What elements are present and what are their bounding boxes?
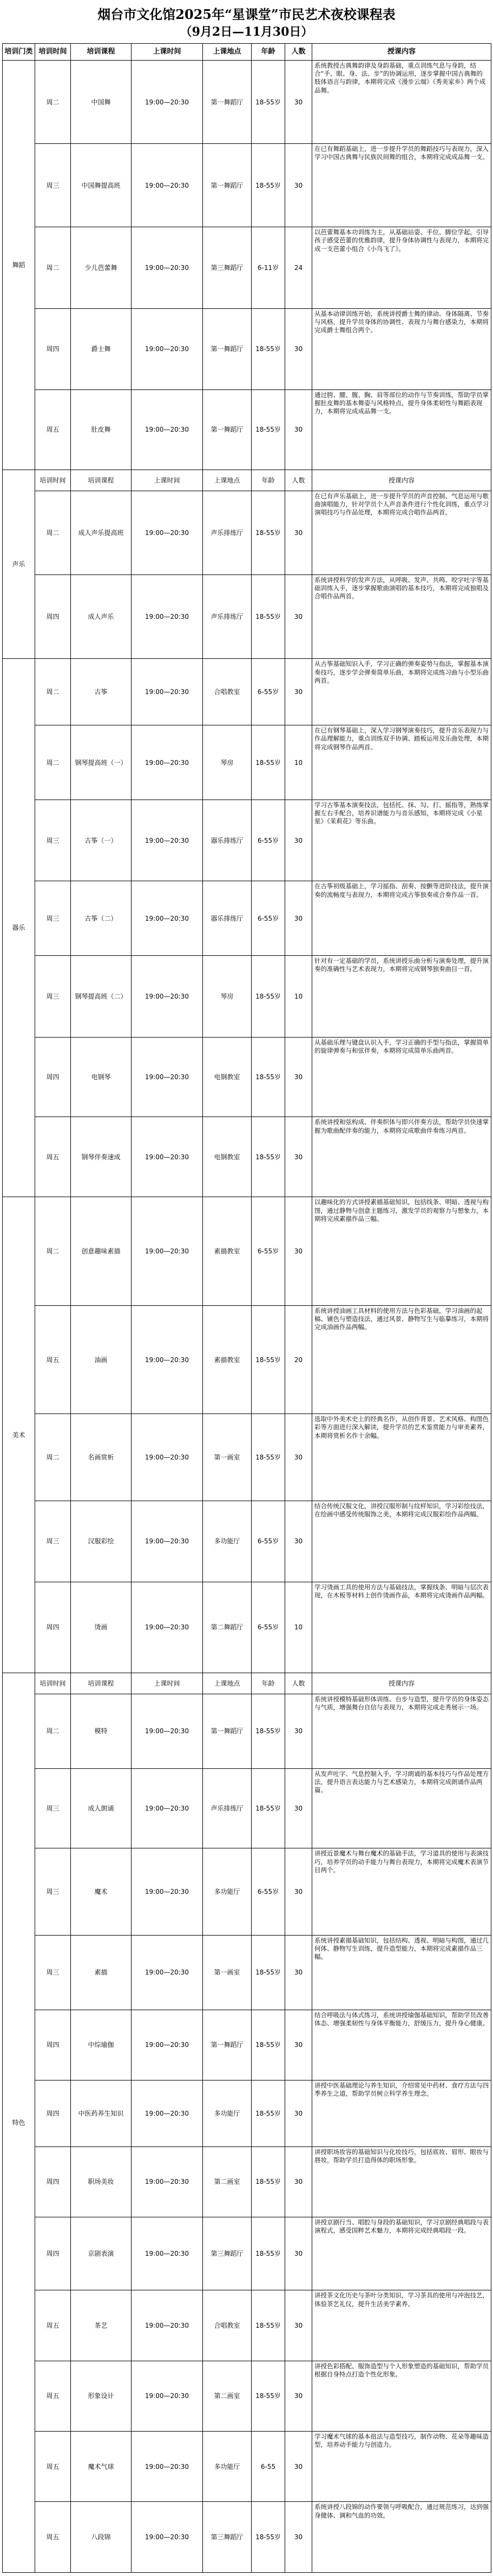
age-cell: 6-55岁	[252, 800, 285, 881]
course-cell: 名画赏析	[71, 1414, 132, 1501]
course-cell: 钢琴提高班（二）	[71, 956, 132, 1037]
location-cell: 器乐排练厅	[203, 881, 252, 956]
location-cell: 多功能厅	[203, 2080, 252, 2147]
location-cell: 第一舞蹈厅	[203, 2010, 252, 2080]
class-time-cell: 19:00—20:30	[132, 2146, 203, 2217]
content-cell: 从基础乐理与键盘认识入手，学习正确的手型与指法，掌握简单的旋律弹奏与和弦伴奏，本期将完成简单乐曲两首。	[312, 1037, 491, 1117]
class-time-cell: 19:00—20:30	[132, 2010, 203, 2080]
age-cell: 18-55岁	[252, 1305, 285, 1414]
content-cell: 讲授中医基础理论与养生知识，介绍常见中药材、食疗方法与四季养生之道，帮助学员树立科学养生理念。	[312, 2080, 491, 2147]
location-cell: 第一舞蹈厅	[203, 1694, 252, 1768]
day-cell: 周三	[35, 1848, 71, 1935]
table-row	[3, 1935, 491, 2010]
content-cell: 讲授职场妆容的基础知识与化妆技巧，包括底妆、眉形、眼妆与唇妆，帮助学员打造得体的职场形象。	[312, 2146, 491, 2217]
location-cell: 第三舞蹈厅	[203, 227, 252, 308]
age-cell: 18-55岁	[252, 2290, 285, 2361]
content-cell: 结合呼吸法与体式练习，系统讲授瑜伽基础知识，帮助学员改善体态、增强柔韧性与身体平衡能力，舒缓压力，提升身心健康。	[312, 2010, 491, 2080]
subheader-count: 人数	[285, 1673, 312, 1694]
age-cell: 6-55岁	[252, 659, 285, 725]
category-cell: 舞蹈	[3, 61, 35, 470]
table-row	[3, 491, 491, 574]
content-cell: 在已有声乐基础上，进一步提升学员的声音控制、气息运用与歌曲演唱能力，针对学员个人声音条件进行个性化训练，重点学习演唱技巧与作品处理，本期将完成合唱作品两首。	[312, 491, 491, 574]
header-class-time: 上课时间	[132, 44, 203, 61]
page-title: 烟台市文化馆2025年“星课堂”市民艺术夜校课程表	[97, 6, 396, 22]
schedule-table	[2, 43, 491, 2573]
table-row	[3, 1848, 491, 1935]
content-cell: 在已有钢琴基础上，深入学习钢琴演奏技巧，提升音乐表现力与作品理解能力，重点训练双手协调、踏板运用及乐曲处理，本期将完成钢琴作品两首。	[312, 725, 491, 800]
location-cell: 声乐排练厅	[203, 575, 252, 659]
class-time-cell: 19:00—20:30	[132, 575, 203, 659]
location-cell: 多功能厅	[203, 1501, 252, 1582]
course-cell: 素描	[71, 1935, 132, 2010]
count-cell: 10	[285, 725, 312, 800]
location-cell: 第一舞蹈厅	[203, 308, 252, 389]
location-cell: 声乐排练厅	[203, 491, 252, 574]
course-cell: 烫画	[71, 1582, 132, 1673]
age-cell: 18-55岁	[252, 389, 285, 470]
count-cell: 30	[285, 1414, 312, 1501]
location-cell: 电钢教室	[203, 1037, 252, 1117]
table-row	[3, 2290, 491, 2361]
class-time-cell: 19:00—20:30	[132, 491, 203, 574]
course-cell: 形象设计	[71, 2361, 132, 2431]
count-cell: 30	[285, 1197, 312, 1305]
course-cell: 钢琴提高班（一）	[71, 725, 132, 800]
location-cell: 多功能厅	[203, 2432, 252, 2502]
age-cell: 18-55岁	[252, 1037, 285, 1117]
location-cell: 第二舞蹈厅	[203, 1582, 252, 1673]
age-cell: 18-55岁	[252, 2502, 285, 2573]
class-time-cell: 19:00—20:30	[132, 725, 203, 800]
count-cell: 30	[285, 491, 312, 574]
course-cell: 成人朗诵	[71, 1768, 132, 1848]
content-cell: 通过胯、腰、腹、胸、肩等部位的动作与节奏训练，帮助学员掌握肚皮舞的基本舞姿与风格特点，提升身体柔韧性与舞蹈表现力，本期将完成成品舞一支。	[312, 389, 491, 470]
table-row	[3, 2502, 491, 2573]
location-cell: 第一画室	[203, 1935, 252, 2010]
age-cell: 18-55岁	[252, 491, 285, 574]
course-cell: 魔术	[71, 1848, 132, 1935]
day-cell: 周三	[35, 956, 71, 1037]
age-cell: 6-55岁	[252, 1197, 285, 1305]
day-cell: 周二	[35, 491, 71, 574]
course-cell: 汉服彩绘	[71, 1501, 132, 1582]
class-time-cell: 19:00—20:30	[132, 659, 203, 725]
location-cell: 素描教室	[203, 1197, 252, 1305]
count-cell: 30	[285, 144, 312, 227]
count-cell: 30	[285, 61, 312, 144]
class-time-cell: 19:00—20:30	[132, 227, 203, 308]
location-cell: 第一画室	[203, 1414, 252, 1501]
header-location: 上课地点	[203, 44, 252, 61]
subheader-age: 年龄	[252, 470, 285, 491]
age-cell: 6-11岁	[252, 227, 285, 308]
day-cell: 周四	[35, 2080, 71, 2147]
course-cell: 成人声乐提高班	[71, 491, 132, 574]
course-cell: 古筝（一）	[71, 800, 132, 881]
subheader-location: 上课地点	[203, 470, 252, 491]
age-cell: 18-55岁	[252, 1694, 285, 1768]
course-cell: 创意趣味素描	[71, 1197, 132, 1305]
class-time-cell: 19:00—20:30	[132, 2217, 203, 2290]
age-cell: 18-55岁	[252, 2217, 285, 2290]
content-cell: 系统讲授科学的发声方法，从呼吸、发声、共鸣、咬字吐字等基础训练入手，逐步掌握歌曲演唱的基本技巧，本期将完成独唱及合唱作品两首。	[312, 575, 491, 659]
course-cell: 肚皮舞	[71, 389, 132, 470]
count-cell: 10	[285, 956, 312, 1037]
content-cell: 学习烫画工具的使用方法与基础技法，掌握线条、明暗与层次表现，在木板等材料上创作烫画作品，本期将完成烫画作品两幅。	[312, 1582, 491, 1673]
day-cell: 周二	[35, 1694, 71, 1768]
table-row	[3, 308, 491, 389]
content-cell: 选取中外美术史上的经典名作，从创作背景、艺术风格、构图色彩等方面进行深入解读，提升学员的艺术鉴赏能力与审美素养，本期将赏析名作十余幅。	[312, 1414, 491, 1501]
class-time-cell: 19:00—20:30	[132, 2502, 203, 2573]
location-cell: 第一舞蹈厅	[203, 144, 252, 227]
subheader-course: 培训课程	[71, 470, 132, 491]
table-row	[3, 800, 491, 881]
count-cell: 30	[285, 2080, 312, 2147]
age-cell: 18-55岁	[252, 61, 285, 144]
subheader-time: 培训时间	[35, 470, 71, 491]
class-time-cell: 19:00—20:30	[132, 144, 203, 227]
location-cell: 电钢教室	[203, 1117, 252, 1197]
class-time-cell: 19:00—20:30	[132, 61, 203, 144]
class-time-cell: 19:00—20:30	[132, 1501, 203, 1582]
table-row	[3, 881, 491, 956]
table-row	[3, 2010, 491, 2080]
course-cell: 成人声乐	[71, 575, 132, 659]
subheader-content: 授课内容	[312, 1673, 491, 1694]
header-count: 人数	[285, 44, 312, 61]
count-cell: 30	[285, 2502, 312, 2573]
table-row	[3, 1037, 491, 1117]
class-time-cell: 19:00—20:30	[132, 2080, 203, 2147]
location-cell: 器乐排练厅	[203, 800, 252, 881]
table-row	[3, 1501, 491, 1582]
count-cell: 30	[285, 575, 312, 659]
count-cell: 30	[285, 1694, 312, 1768]
age-cell: 18-55岁	[252, 2080, 285, 2147]
table-row	[3, 1117, 491, 1197]
class-time-cell: 19:00—20:30	[132, 1414, 203, 1501]
content-cell: 从基本动律训练开始，系统讲授爵士舞的律动、身体隔离、节奏与风格，提升学员身体的协调性、表现力与舞台感染力，本期将完成爵士舞组合两个。	[312, 308, 491, 389]
day-cell: 周五	[35, 2432, 71, 2502]
category-cell: 特色	[3, 1673, 35, 2572]
day-cell: 周四	[35, 1037, 71, 1117]
count-cell: 30	[285, 2146, 312, 2217]
count-cell: 30	[285, 2432, 312, 2502]
table-row	[3, 1414, 491, 1501]
class-time-cell: 19:00—20:30	[132, 1848, 203, 1935]
content-cell: 从发声吐字、气息控制入手，学习朗诵的基本技巧与作品处理方法，提升语言表达能力与艺术感染力，本期将完成朗诵作品两篇。	[312, 1768, 491, 1848]
table-row	[3, 2361, 491, 2431]
location-cell: 第三舞蹈厅	[203, 2217, 252, 2290]
day-cell: 周三	[35, 1501, 71, 1582]
count-cell: 30	[285, 2290, 312, 2361]
day-cell: 周四	[35, 2146, 71, 2217]
age-cell: 18-55岁	[252, 2010, 285, 2080]
content-cell: 系统讲授油画工具材料的使用方法与色彩基础，学习油画的起稿、铺色与塑造技法，通过风景、静物写生与临摹练习，本期将完成油画作品两幅。	[312, 1305, 491, 1414]
location-cell: 第二画室	[203, 2361, 252, 2431]
location-cell: 第三舞蹈厅	[203, 2502, 252, 2573]
age-cell: 18-55岁	[252, 1117, 285, 1197]
count-cell: 30	[285, 1117, 312, 1197]
table-row	[3, 1582, 491, 1673]
subheader-location: 上课地点	[203, 1673, 252, 1694]
table-row	[3, 1694, 491, 1768]
content-cell: 讲授近景魔术与舞台魔术的基础手法，学习道具的使用与表演技巧，培养学员的动手能力与舞台表现力，本期将完成魔术表演节目两个。	[312, 1848, 491, 1935]
location-cell: 合唱教室	[203, 2290, 252, 2361]
age-cell: 18-55岁	[252, 1935, 285, 2010]
age-cell: 18-55岁	[252, 2361, 285, 2431]
age-cell: 6-55岁	[252, 881, 285, 956]
count-cell: 10	[285, 1582, 312, 1673]
table-row	[3, 1768, 491, 1848]
content-cell: 系统讲授模特基础形体训练、台步与造型，提升学员的身体姿态与气质，增强舞台自信与表现力，本期将完成走秀展示一场。	[312, 1694, 491, 1768]
day-cell: 周五	[35, 1305, 71, 1414]
day-cell: 周二	[35, 227, 71, 308]
location-cell: 多功能厅	[203, 1848, 252, 1935]
course-cell: 职场美妆	[71, 2146, 132, 2217]
count-cell: 30	[285, 2010, 312, 2080]
age-cell: 6-55岁	[252, 1848, 285, 1935]
count-cell: 30	[285, 881, 312, 956]
count-cell: 30	[285, 1935, 312, 2010]
class-time-cell: 19:00—20:30	[132, 1197, 203, 1305]
course-cell: 魔术气球	[71, 2432, 132, 2502]
course-cell: 爵士舞	[71, 308, 132, 389]
class-time-cell: 19:00—20:30	[132, 1305, 203, 1414]
subheader-row	[3, 1673, 491, 1694]
location-cell: 第一舞蹈厅	[203, 389, 252, 470]
course-cell: 古筝（二）	[71, 881, 132, 956]
table-row	[3, 61, 491, 144]
content-cell: 讲授茶文化历史与茶叶分类知识，学习茶具的使用与冲泡技艺，体验茶艺礼仪，提升生活美学素养。	[312, 2290, 491, 2361]
count-cell: 30	[285, 2361, 312, 2431]
table-row	[3, 956, 491, 1037]
day-cell: 周二	[35, 1197, 71, 1305]
class-time-cell: 19:00—20:30	[132, 881, 203, 956]
age-cell: 18-55岁	[252, 1414, 285, 1501]
content-cell: 讲授色彩搭配、服饰造型与个人形象塑造的基础知识，帮助学员根据自身特点打造个性化形象。	[312, 2361, 491, 2431]
day-cell: 周三	[35, 144, 71, 227]
age-cell: 18-55岁	[252, 575, 285, 659]
course-cell: 电钢琴	[71, 1037, 132, 1117]
class-time-cell: 19:00—20:30	[132, 2290, 203, 2361]
course-cell: 中国舞	[71, 61, 132, 144]
content-cell: 针对有一定基础的学员，系统讲授乐曲分析与演奏处理，提升演奏的准确性与艺术表现力，本期将完成钢琴独奏曲目一首。	[312, 956, 491, 1037]
count-cell: 30	[285, 1037, 312, 1117]
day-cell: 周三	[35, 800, 71, 881]
course-cell: 油画	[71, 1305, 132, 1414]
class-time-cell: 19:00—20:30	[132, 800, 203, 881]
table-row	[3, 2080, 491, 2147]
category-cell: 器乐	[3, 659, 35, 1197]
course-cell: 京剧表演	[71, 2217, 132, 2290]
count-cell: 30	[285, 800, 312, 881]
course-cell: 古筝	[71, 659, 132, 725]
day-cell: 周三	[35, 1935, 71, 2010]
day-cell: 周四	[35, 575, 71, 659]
table-row	[3, 725, 491, 800]
location-cell: 合唱教室	[203, 659, 252, 725]
count-cell: 30	[285, 1848, 312, 1935]
table-row	[3, 2146, 491, 2217]
day-cell: 周四	[35, 308, 71, 389]
location-cell: 第二画室	[203, 2146, 252, 2217]
course-cell: 中综瑜伽	[71, 2010, 132, 2080]
day-cell: 周五	[35, 389, 71, 470]
count-cell: 24	[285, 227, 312, 308]
category-cell: 声乐	[3, 470, 35, 659]
header-category: 培训门类	[3, 44, 35, 61]
day-cell: 周五	[35, 1117, 71, 1197]
class-time-cell: 19:00—20:30	[132, 1117, 203, 1197]
location-cell: 第一舞蹈厅	[203, 61, 252, 144]
content-cell: 以芭蕾舞基本功训练为主，从基础站姿、手位、脚位学起，引导孩子感受芭蕾的优雅韵律，提升身体协调性与表现力，本期将完成一支芭蕾小组合《小鸟飞了》。	[312, 227, 491, 308]
course-cell: 茶艺	[71, 2290, 132, 2361]
course-cell: 钢琴伴奏速成	[71, 1117, 132, 1197]
age-cell: 6-55岁	[252, 1582, 285, 1673]
header-content: 授课内容	[312, 44, 491, 61]
subheader-class-time: 上课时间	[132, 1673, 203, 1694]
content-cell: 学习魔术气球的基本扭法与造型技巧，制作动物、花朵等趣味造型，培养动手能力与创造力。	[312, 2432, 491, 2502]
table-row	[3, 144, 491, 227]
day-cell: 周五	[35, 2361, 71, 2431]
header-age: 年龄	[252, 44, 285, 61]
course-cell: 少儿芭蕾舞	[71, 227, 132, 308]
class-time-cell: 19:00—20:30	[132, 389, 203, 470]
count-cell: 20	[285, 1305, 312, 1414]
category-cell: 美术	[3, 1197, 35, 1673]
course-cell: 中国舞提高班	[71, 144, 132, 227]
location-cell: 琴房	[203, 725, 252, 800]
content-cell: 在古筝初级基础上，学习摇指、刮奏、按颤等进阶技法，提升演奏的流畅度与表现力，本期将完成古筝独奏或合奏作品一首。	[312, 881, 491, 956]
page-subtitle: （9月2日—11月30日）	[180, 25, 313, 39]
class-time-cell: 19:00—20:30	[132, 1768, 203, 1848]
table-row	[3, 389, 491, 470]
class-time-cell: 19:00—20:30	[132, 2361, 203, 2431]
table-row	[3, 227, 491, 308]
day-cell: 周三	[35, 881, 71, 956]
content-cell: 在已有舞蹈基础上，进一步提升学员的舞蹈技巧与表现力，深入学习中国古典舞与民族民间舞的组合，本期将完成成品舞一支。	[312, 144, 491, 227]
class-time-cell: 19:00—20:30	[132, 308, 203, 389]
age-cell: 18-55岁	[252, 1768, 285, 1848]
count-cell: 30	[285, 659, 312, 725]
table-row	[3, 659, 491, 725]
count-cell: 30	[285, 308, 312, 389]
day-cell: 周四	[35, 2010, 71, 2080]
day-cell: 周三	[35, 1768, 71, 1848]
content-cell: 系统讲授八段锦的动作要领与呼吸配合，通过规范练习，达到强身健体、调和气血的功效。	[312, 2502, 491, 2573]
table-row	[3, 2217, 491, 2290]
day-cell: 周五	[35, 2502, 71, 2573]
subheader-time: 培训时间	[35, 1673, 71, 1694]
day-cell: 周五	[35, 2290, 71, 2361]
subheader-row	[3, 470, 491, 491]
header-time: 培训时间	[35, 44, 71, 61]
content-cell: 以趣味化的方式讲授素描基础知识，包括线条、明暗、透视与构图，通过静物与创意主题练习，激发学员的观察力与想象力，本期将完成素描作品三幅。	[312, 1197, 491, 1305]
table-row	[3, 2432, 491, 2502]
subheader-content: 授课内容	[312, 470, 491, 491]
age-cell: 6-55	[252, 2432, 285, 2502]
content-cell: 学习古筝基本演奏技法，包括托、抹、勾、打、摇指等，熟练掌握左右手配合，培养识谱能力与音乐感知，本期将完成《小星星》《茉莉花》等乐曲。	[312, 800, 491, 881]
content-cell: 结合传统汉服文化，讲授汉服形制与纹样知识，学习彩绘技法，在绘画中感受传统服饰之美，本期将完成汉服彩绘作品两幅。	[312, 1501, 491, 1582]
age-cell: 6-55岁	[252, 1501, 285, 1582]
class-time-cell: 19:00—20:30	[132, 1935, 203, 2010]
day-cell: 周二	[35, 725, 71, 800]
class-time-cell: 19:00—20:30	[132, 2432, 203, 2502]
table-row	[3, 575, 491, 659]
course-cell: 模特	[71, 1694, 132, 1768]
day-cell: 周二	[35, 61, 71, 144]
count-cell: 30	[285, 1501, 312, 1582]
age-cell: 18-55岁	[252, 144, 285, 227]
table-row	[3, 1197, 491, 1305]
age-cell: 18-55岁	[252, 308, 285, 389]
count-cell: 30	[285, 389, 312, 470]
class-time-cell: 19:00—20:30	[132, 956, 203, 1037]
class-time-cell: 19:00—20:30	[132, 1037, 203, 1117]
course-cell: 八段锦	[71, 2502, 132, 2573]
content-cell: 系统讲授和弦构成、伴奏织体与即兴伴奏方法，帮助学员快速掌握为歌曲配伴奏的能力，本期将完成歌曲伴奏练习两首。	[312, 1117, 491, 1197]
header-course: 培训课程	[71, 44, 132, 61]
content-cell: 系统教授古典舞韵律及身韵基础，重点训练气息与身韵，结合“手、眼、身、法、步”的协调运用，逐步掌握中国古典舞的肢体语言与韵律，本期将完成《漫步云端》《秀美家乡》两个成品舞。	[312, 61, 491, 144]
class-time-cell: 19:00—20:30	[132, 1582, 203, 1673]
subheader-count: 人数	[285, 470, 312, 491]
subheader-age: 年龄	[252, 1673, 285, 1694]
count-cell: 30	[285, 2217, 312, 2290]
class-time-cell: 19:00—20:30	[132, 1694, 203, 1768]
age-cell: 18-55岁	[252, 725, 285, 800]
content-cell: 从古筝基础知识入手，学习正确的弹奏姿势与指法，掌握基本演奏技巧，逐步学会弹奏简单乐曲，本期将完成练习曲与小型乐曲两首。	[312, 659, 491, 725]
location-cell: 素描教室	[203, 1305, 252, 1414]
table-header-row	[3, 44, 491, 61]
age-cell: 18-55岁	[252, 2146, 285, 2217]
course-cell: 中医药养生知识	[71, 2080, 132, 2147]
subheader-course: 培训课程	[71, 1673, 132, 1694]
day-cell: 周二	[35, 659, 71, 725]
count-cell: 30	[285, 1768, 312, 1848]
day-cell: 周四	[35, 1582, 71, 1673]
age-cell: 18-55岁	[252, 956, 285, 1037]
content-cell: 系统讲授素描基础知识，包括结构、透视、明暗与构图，通过几何体、静物写生训练，提升造型能力，本期将完成素描作品三幅。	[312, 1935, 491, 2010]
table-row	[3, 1305, 491, 1414]
location-cell: 琴房	[203, 956, 252, 1037]
content-cell: 讲授京剧行当、唱腔与身段的基础知识，学习京剧经典唱段与表演程式，感受国粹艺术魅力，本期将完成经典唱段一段。	[312, 2217, 491, 2290]
day-cell: 周二	[35, 1414, 71, 1501]
subheader-class-time: 上课时间	[132, 470, 203, 491]
day-cell: 周四	[35, 2217, 71, 2290]
location-cell: 声乐排练厅	[203, 1768, 252, 1848]
